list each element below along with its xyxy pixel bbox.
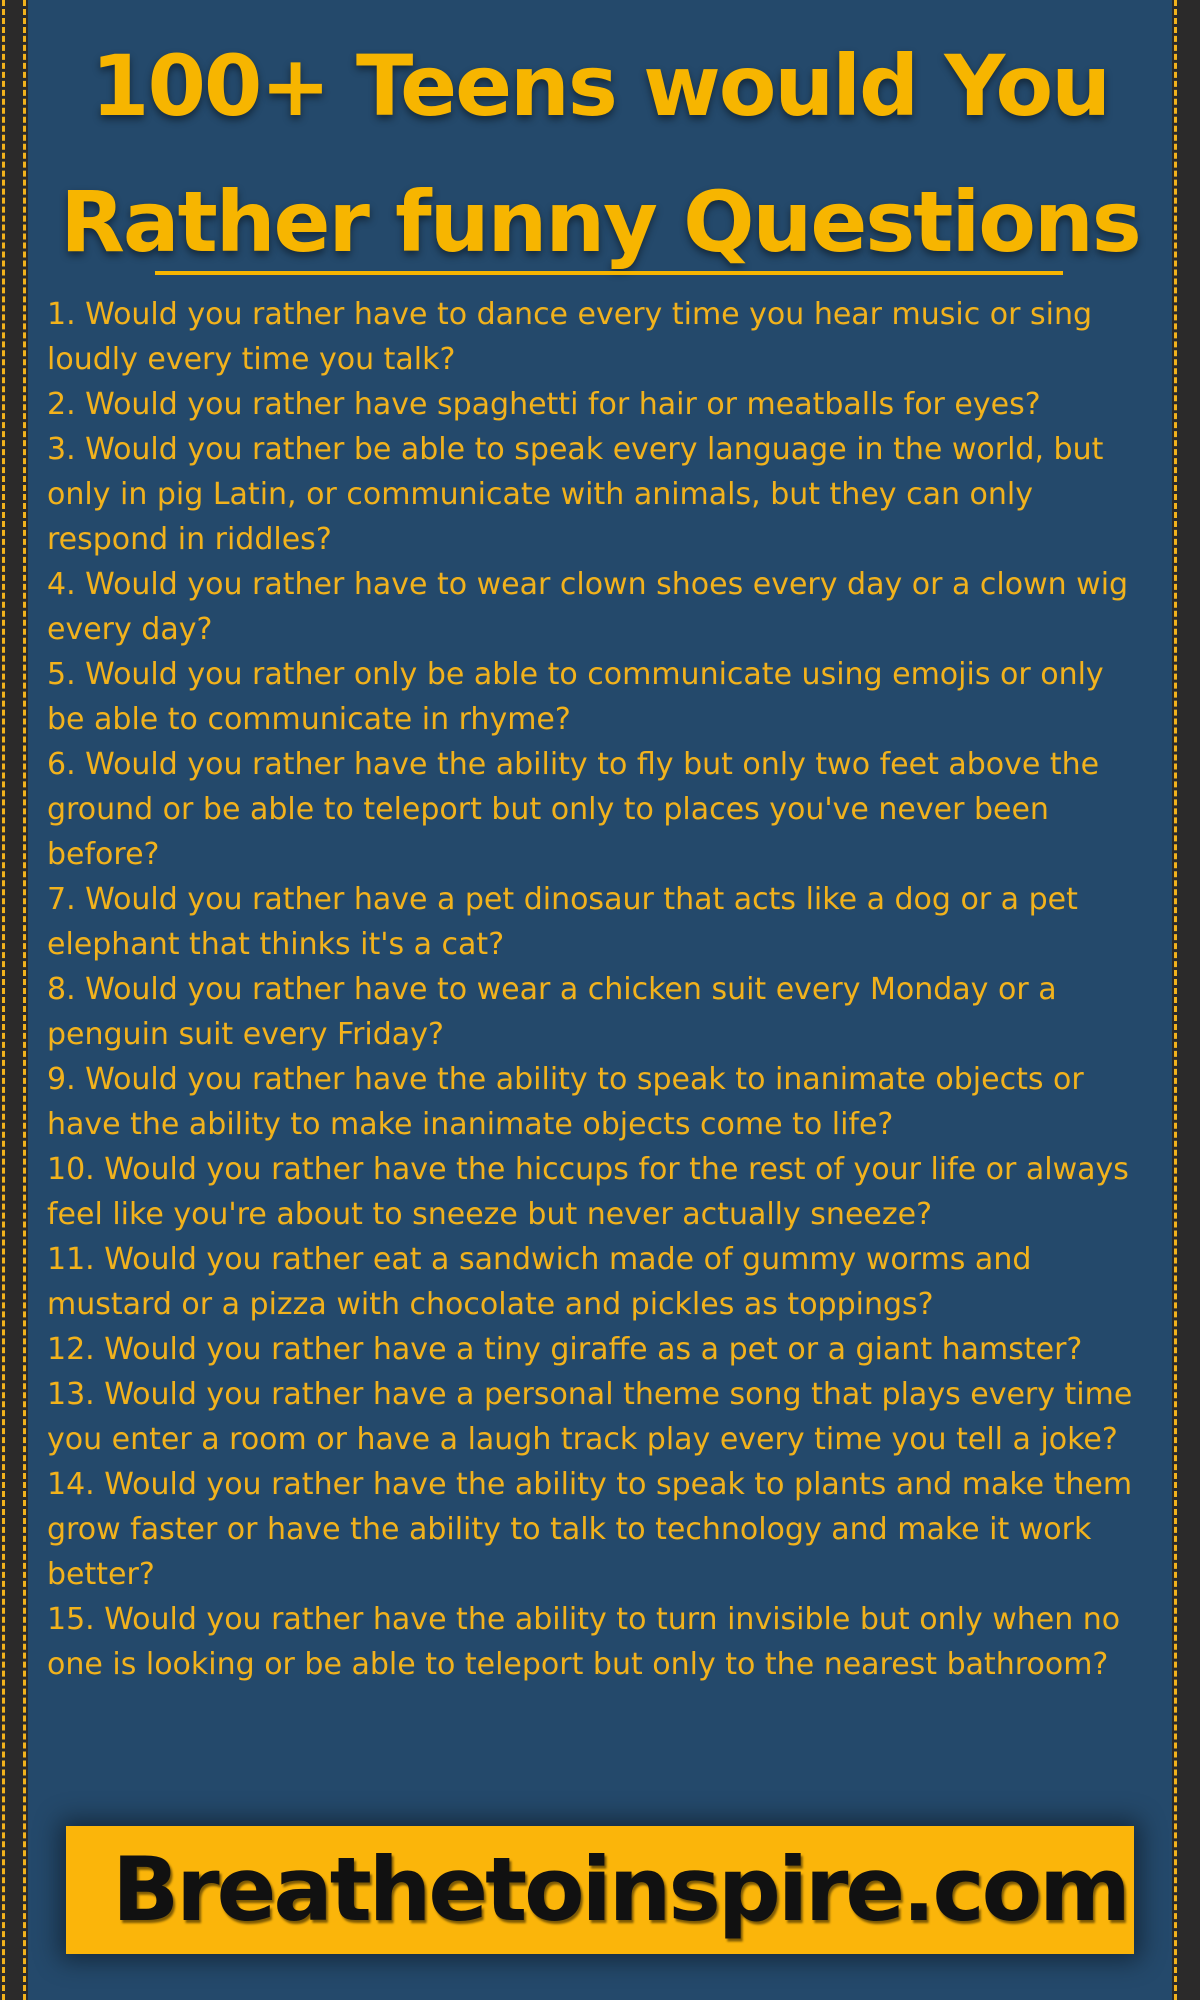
question-item: 15. Would you rather have the ability to turn invisible but only when no one is looking or be able to teleport but only to the nearest bathroom? — [47, 1602, 1121, 1682]
question-item: 1. Would you rather have to dance every time you hear music or sing loudly every time you talk? — [47, 297, 1093, 377]
website-banner — [66, 1826, 1134, 1954]
question-item: 5. Would you rather only be able to communicate using emojis or only be able to communicate in rhyme? — [47, 657, 1104, 737]
right-dashed-border — [1172, 0, 1200, 2000]
question-item: 13. Would you rather have a personal theme song that plays every time you enter a room or have a laugh track play every time you tell a joke? — [47, 1377, 1133, 1457]
left-dashed-border — [0, 0, 28, 2000]
title-line-2: Rather funny Questions — [60, 173, 1140, 271]
question-item: 10. Would you rather have the hiccups for the rest of your life or always feel like you're about to sneeze but never actually sneeze? — [47, 1152, 1129, 1232]
title-line-1: 100+ Teens would You — [91, 37, 1109, 135]
question-item: 7. Would you rather have a pet dinosaur that acts like a dog or a pet elephant that thinks it's a cat? — [47, 882, 1078, 962]
question-item: 3. Would you rather be able to speak every language in the world, but only in pig Latin, or communicate with animals, but they can only respond in riddles? — [47, 432, 1104, 557]
question-item: 6. Would you rather have the ability to fly but only two feet above the ground or be able to teleport but only to places you've never been before? — [47, 747, 1100, 872]
question-item: 8. Would you rather have to wear a chicken suit every Monday or a penguin suit every Friday? — [47, 972, 1057, 1052]
question-item: 9. Would you rather have the ability to speak to inanimate objects or have the ability to make inanimate objects come to life? — [47, 1062, 1084, 1142]
page-title — [60, 18, 1140, 290]
title-underline — [155, 271, 1063, 275]
questions-list — [47, 292, 1137, 1687]
question-item: 11. Would you rather eat a sandwich made of gummy worms and mustard or a pizza with chocolate and pickles as toppings? — [47, 1242, 1032, 1322]
question-item: 12. Would you rather have a tiny giraffe as a pet or a giant hamster? — [47, 1332, 1083, 1367]
question-item: 4. Would you rather have to wear clown shoes every day or a clown wig every day? — [47, 567, 1129, 647]
website-name: Breathetoinspire.com — [112, 1838, 1128, 1941]
question-item: 2. Would you rather have spaghetti for hair or meatballs for eyes? — [47, 387, 1041, 422]
question-item: 14. Would you rather have the ability to speak to plants and make them grow faster or have the ability to talk to technology and make it work better? — [47, 1467, 1133, 1592]
